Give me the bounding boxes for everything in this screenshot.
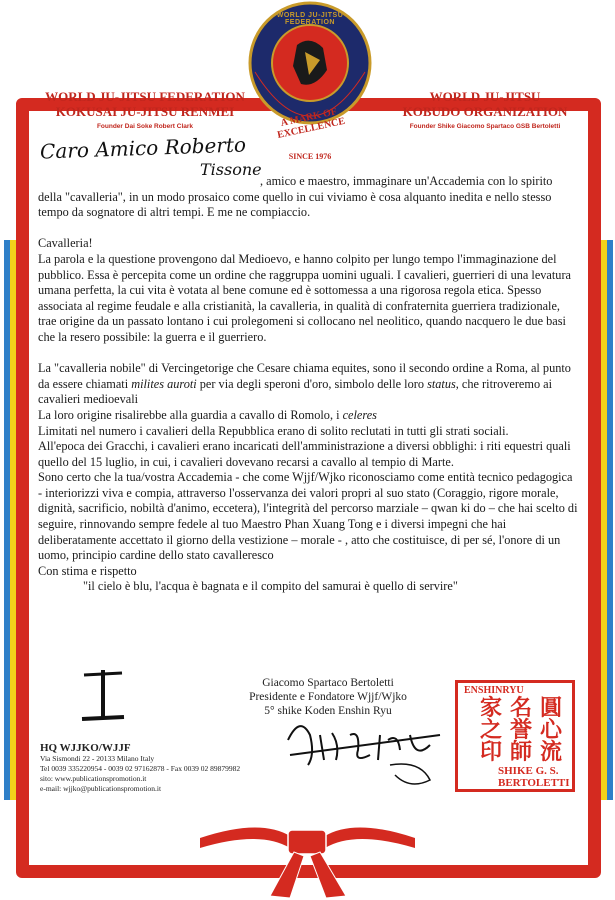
paragraph-4: Limitati nel numero i cavalieri della Repubblica erano di solito reclutati in tutti gli strati sociali. <box>38 423 509 438</box>
letter-body <box>38 174 578 595</box>
footer-site: sito: www.publicationspromotion.it <box>40 774 147 783</box>
stamp-top-text: ENSHINRYU <box>464 685 524 696</box>
footer-email: e-mail: wjjko@publicationspromotion.it <box>40 784 162 793</box>
handwritten-name: Tissone <box>200 160 262 179</box>
header-right-line1: WORLD JU-JITSU <box>429 89 541 104</box>
paragraph-3 <box>38 408 578 424</box>
stamp-kanji: 印 <box>480 739 503 765</box>
red-belt-knot <box>200 808 415 900</box>
p2-text-b: per via degli speroni d'oro, simbolo delle loro <box>196 376 428 391</box>
stamp-kanji: 家 <box>480 695 503 721</box>
signatory-title: Presidente e Fondatore Wjjf/Wjko <box>249 691 407 703</box>
stamp-kanji: 心 <box>540 717 563 743</box>
stamp-kanji: 名 <box>510 695 533 721</box>
signatory-rank: 5° shike Koden Enshin Ryu <box>264 705 392 717</box>
footer-contact <box>40 742 320 794</box>
p3-italic: celeres <box>342 407 377 422</box>
header-right-line2: KOBUDO ORGANIZATION <box>402 104 568 119</box>
p2-italic: milites auroti <box>131 376 197 391</box>
since-label: SINCE 1976 <box>288 152 332 161</box>
stamp-kanji-col1 <box>540 697 562 763</box>
samurai-quote: "il cielo è blu, l'acqua è bagnata e il compito del samurai è quello di servire" <box>83 579 458 594</box>
red-seal-stamp <box>455 680 575 792</box>
p2-text-a: La "cavalleria nobile" di Vercingetorige che Cesare chiama equites, sono il secondo ordine a Roma, al punto da essere chiamati <box>38 361 571 391</box>
header-left-line2: KOKUSAI JU-JITSU RENMEI <box>55 104 235 119</box>
stamp-bottom-line2: BERTOLETTI <box>498 777 570 789</box>
paragraph-5: All'epoca dei Gracchi, i cavalieri erano incaricati dell'amministrazione a diversi obblighi: i riti equestri quali quello del 15 luglio, in cui, i cavalieri dovevano recarsi a cavallo al tempio di Marte. <box>38 439 571 469</box>
paragraph-2 <box>38 361 578 408</box>
header-left-line1: WORLD JU-JITSU FEDERATION <box>45 89 245 104</box>
stamp-kanji: 誉 <box>510 717 533 743</box>
emblem-motto: A MARK OF EXCELLENCE <box>276 106 346 141</box>
stamp-kanji: 師 <box>510 739 533 765</box>
p2-status: status <box>427 376 456 391</box>
handwritten-greeting: Caro Amico Roberto <box>39 132 247 164</box>
frame-blue-stripe-right <box>607 240 613 800</box>
emblem-ring-text: WORLD JU-JITSU FEDERATION <box>276 12 344 26</box>
stamp-kanji-col3 <box>480 697 502 763</box>
stamp-bottom-line1: SHIKE G. S. <box>498 765 559 777</box>
stamp-kanji: 流 <box>540 739 563 765</box>
paragraph-6: Sono certo che la tua/vostra Accademia - che come Wjjf/Wjko riconosciamo come entità tecnico pedagogica - interiorizzi viva e compia, attraverso l'osservanza dei valori propri al suo stato (Coraggio, rigore morale, dignità, sacrificio, nobiltà d'animo, eccetera), l'integrità del percorso marziale – qwan ki do – che hai scelto di seguire, rinnovando sempre fedele al tuo Maestro Phan Xuang Tong e i diversi impegni che hai deliberatamente accettato il giorno della vestizione – morale - , atto che costituisce, di per sé, l'onore di un uomo, principio cardine dello stato cavalleresco <box>38 470 578 563</box>
closing-line: Con stima e rispetto <box>38 563 137 578</box>
p2-text-c: , che ritroveremo ai cavalieri medioevali <box>38 376 553 407</box>
cavalleria-heading: Cavalleria! <box>38 236 93 251</box>
paragraph-1: La parola e la questione provengono dal Medioevo, e hanno colpito per lungo tempo l'immaginazione del pubblico. Essa è percepita come un ordine che raggruppa uomini uguali. I cavalieri, guerrieri di una levatura umana perfetta, la cui vita è votata al bene comune ed è sottomessa a una rigorosa regola etica. Spesso associata al regime feudale e alla cristianità, la cavalleria, in qualità di confraternita guerriera tradizionale, trae origine da un passato lontano i cui prolegomeni si collocano nel neolitico, quando nacquero le due basi che la resero possibile: la guerra e il guerriero. <box>38 251 571 344</box>
header-right-founder: Founder Shike Giacomo Spartaco GSB Bertoletti <box>409 123 561 130</box>
header-right <box>380 89 590 134</box>
frame-yellow-stripe-right <box>601 240 607 800</box>
calligraphy-mark <box>78 665 128 725</box>
header-left <box>40 89 250 134</box>
stamp-kanji-col2 <box>510 697 532 763</box>
hq-label: HQ WJJKO/WJJF <box>40 742 131 754</box>
footer-phone: Tel 0039 335220954 - 0039 02 97162878 - Fax 0039 02 89879982 <box>40 764 241 773</box>
opening-paragraph: , amico e maestro, immaginare un'Accademia con lo spirito della "cavalleria", in un modo prosaico come quello in cui viviamo è cosa alquanto inedita e nello stesso tempo da sognatore di altri tempi. E me ne compiaccio. <box>38 174 553 220</box>
p3-text: La loro origine risalirebbe alla guardia a cavallo di Romolo, i <box>38 407 343 422</box>
signatory-name: Giacomo Spartaco Bertoletti <box>262 677 394 689</box>
footer-address: Via Sismondi 22 - 20133 Milano Italy <box>40 754 155 763</box>
stamp-kanji: 圓 <box>540 695 563 721</box>
header-left-founder: Founder Dai Soke Robert Clark <box>96 123 194 130</box>
stamp-kanji: 之 <box>480 717 503 743</box>
